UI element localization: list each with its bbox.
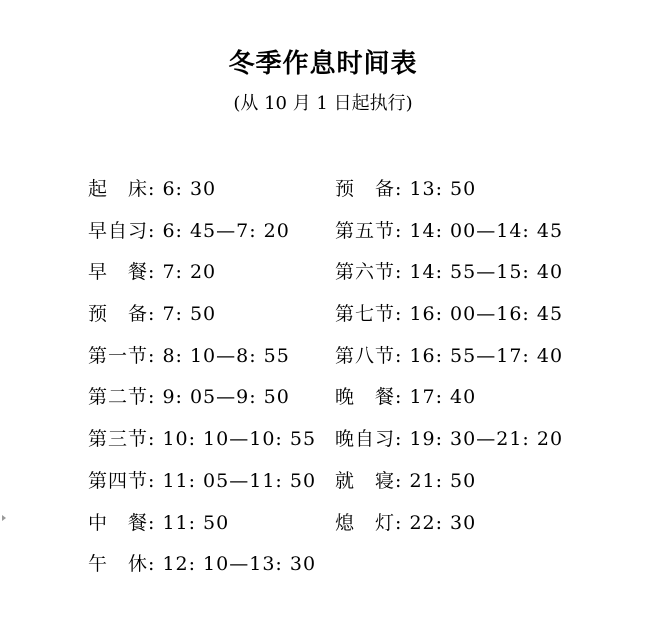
schedule-left-column [88, 176, 316, 593]
schedule-entry: 起 床: 6: 30 [88, 178, 217, 200]
schedule-entry: 晚 餐: 17: 40 [335, 386, 477, 409]
schedule-entry: 中 餐: 11: 50 [88, 511, 230, 534]
schedule-entry: 预 备: 13: 50 [335, 178, 477, 200]
schedule-entry: 预 备: 7: 50 [88, 303, 217, 326]
schedule-entry: 第八节: 16: 55—17: 40 [335, 344, 564, 367]
schedule-entry: 晚自习: 19: 30—21: 20 [335, 428, 564, 451]
schedule-entry: 第二节: 9: 05—9: 50 [88, 386, 290, 409]
schedule-entry: 午 休: 12: 10—13: 30 [88, 553, 317, 576]
schedule-right-column [335, 176, 563, 551]
schedule-entry: 第七节: 16: 00—16: 45 [335, 303, 564, 326]
margin-marker [2, 515, 6, 521]
document-subtitle: (从 10 月 1 日起执行) [233, 93, 413, 114]
schedule-entry: 就 寝: 21: 50 [335, 469, 477, 492]
schedule-entry: 早 餐: 7: 20 [88, 261, 217, 284]
schedule-entry: 第四节: 11: 05—11: 50 [88, 469, 317, 492]
document-title: 冬季作息时间表 [228, 49, 418, 79]
schedule-entry: 熄 灯: 22: 30 [335, 511, 477, 534]
schedule-entry: 第六节: 14: 55—15: 40 [335, 261, 564, 284]
schedule-entry: 早自习: 6: 45—7: 20 [88, 219, 290, 242]
schedule-entry: 第一节: 8: 10—8: 55 [88, 344, 290, 367]
schedule-entry: 第五节: 14: 00—14: 45 [335, 219, 564, 242]
schedule-entry: 第三节: 10: 10—10: 55 [88, 428, 317, 451]
